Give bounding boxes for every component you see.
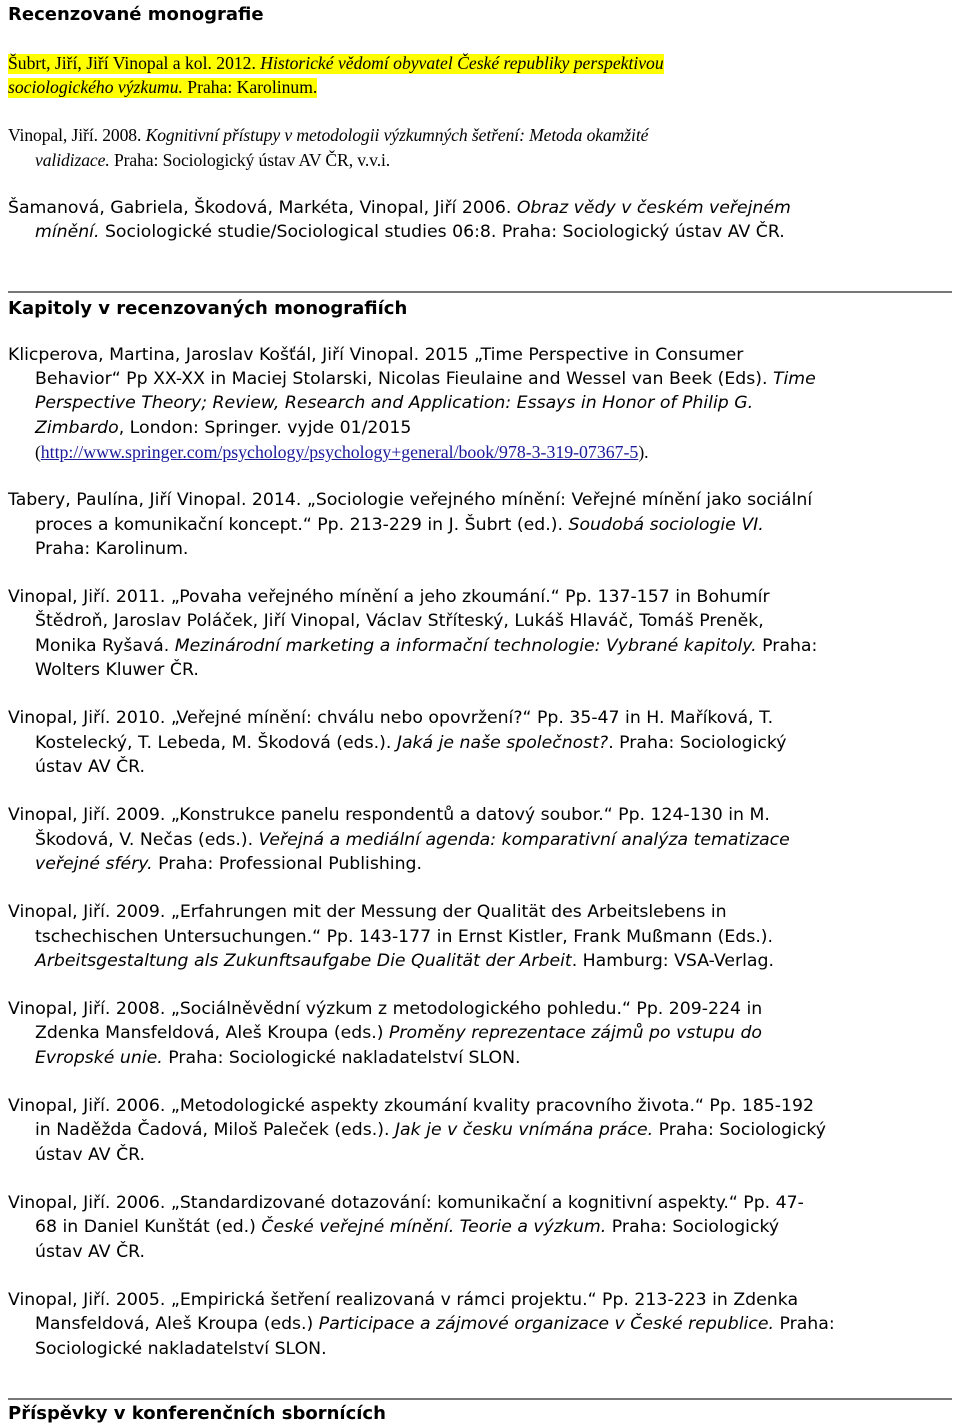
list-item: Vinopal, Jiří. 2008. „Sociálněvědní výzkum z metodologického pohledu.“ Pp. 209-224 in Zdenka Mansfeldová, Aleš Kroupa (eds.) Proměny reprezentace zájmů po vstupu do Evropské unie. Praha: Sociologické nakladatelství SLON. — [8, 999, 763, 1068]
list-item: Šamanová, Gabriela, Škodová, Markéta, Vinopal, Jiří 2006. Obraz vědy v českém veřejném mínění. Sociologické studie/Sociological studies 06:8. Praha: Sociologický ústav AV ČR. — [8, 197, 791, 242]
list-item: Vinopal, Jiří. 2005. „Empirická šetření realizovaná v rámci projektu.“ Pp. 213-223 in Zdenka Mansfeldová, Aleš Kroupa (eds.) Participace a zájmové organizace v České republice. Praha: Sociologické nakladatelství SLON. — [8, 1290, 835, 1359]
chapters-list — [8, 343, 952, 1361]
list-item: Vinopal, Jiří. 2008. Kognitivní přístupy v metodologii výzkumných šetření: Metoda okamžité validizace. Praha: Sociologický ústav AV ČR, v.v.i. — [8, 125, 649, 170]
springer-link[interactable]: http://www.springer.com/psychology/psychology+general/book/978-3-319-07367-5 — [40, 441, 639, 462]
list-item: Tabery, Paulína, Jiří Vinopal. 2014. „Sociologie veřejného mínění: Veřejné mínění jako sociální proces a komunikační koncept.“ Pp. 213-229 in J. Šubrt (ed.). Soudobá sociologie VI. Praha: Karolinum. — [8, 490, 813, 559]
section-heading-chapters: Kapitoly v recenzovaných monografiích — [8, 291, 952, 321]
list-item: Vinopal, Jiří. 2009. „Erfahrungen mit der Messung der Qualität des Arbeitslebens in tschechischen Untersuchungen.“ Pp. 143-177 in Ernst Kistler, Frank Mußmann (Eds.). Arbeitsgestaltung als Zukunftsaufgabe Die Qualität der Arbeit. Hamburg: VSA-Verlag. — [8, 902, 774, 971]
section-heading-reviewed-monographs: Recenzované monografie — [8, 4, 264, 25]
list-item: Vinopal, Jiří. 2009. „Konstrukce panelu respondentů a datový soubor.“ Pp. 124-130 in M. Škodová, V. Nečas (eds.). Veřejná a mediální agenda: komparativní analýza tematizace veřejné sféry. Praha: Professional Publishing. — [8, 805, 790, 874]
list-item: Klicperova, Martina, Jaroslav Košťál, Jiří Vinopal. 2015 „Time Perspective in Consumer Behavior“ Pp XX-XX in Maciej Stolarski, Nicolas Fieulaine and Wessel van Beek (Eds). Time Perspective Theory; Review, Research and Application: Essays in Honor of Philip G. Zimbardo, London: Springer. vyjde 01/2015 (http://www.springer.com/psychology/psychology+general/book/978-3-319-07367-5). — [8, 345, 816, 462]
monographs-list — [8, 51, 952, 244]
list-item: Vinopal, Jiří. 2011. „Povaha veřejného mínění a jeho zkoumání.“ Pp. 137-157 in Bohumír Štědroň, Jaroslav Poláček, Jiří Vinopal, Václav Stříteský, Lukáš Hlaváč, Tomáš Preněk, Monika Ryšavá. Mezinárodní marketing a informační technologie: Vybrané kapitoly. Praha: Wolters Kluwer ČR. — [8, 587, 818, 680]
list-item: Šubrt, Jiří, Jiří Vinopal a kol. 2012. Historické vědomí obyvatel České republiky perspektivou sociologického výzkumu. Praha: Karolinum. — [8, 53, 664, 98]
list-item: Vinopal, Jiří. 2010. „Veřejné mínění: chválu nebo opovržení?“ Pp. 35-47 in H. Maříková, T. Kostelecký, T. Lebeda, M. Škodová (eds.). Jaká je naše společnost?. Praha: Sociologický ústav AV ČR. — [8, 708, 787, 777]
section-heading-conference: Příspěvky v konferenčních sbornících — [8, 1398, 952, 1426]
list-item: Vinopal, Jiří. 2006. „Standardizované dotazování: komunikační a kognitivní aspekty.“ Pp. 47- 68 in Daniel Kunštát (ed.) České veřejné mínění. Teorie a výzkum. Praha: Sociologický ústav AV ČR. — [8, 1193, 804, 1262]
list-item: Vinopal, Jiří. 2006. „Metodologické aspekty zkoumání kvality pracovního života.“ Pp. 185-192 in Naděžda Čadová, Miloš Paleček (eds.). Jak je v česku vnímána práce. Praha: Sociologický ústav AV ČR. — [8, 1096, 826, 1165]
